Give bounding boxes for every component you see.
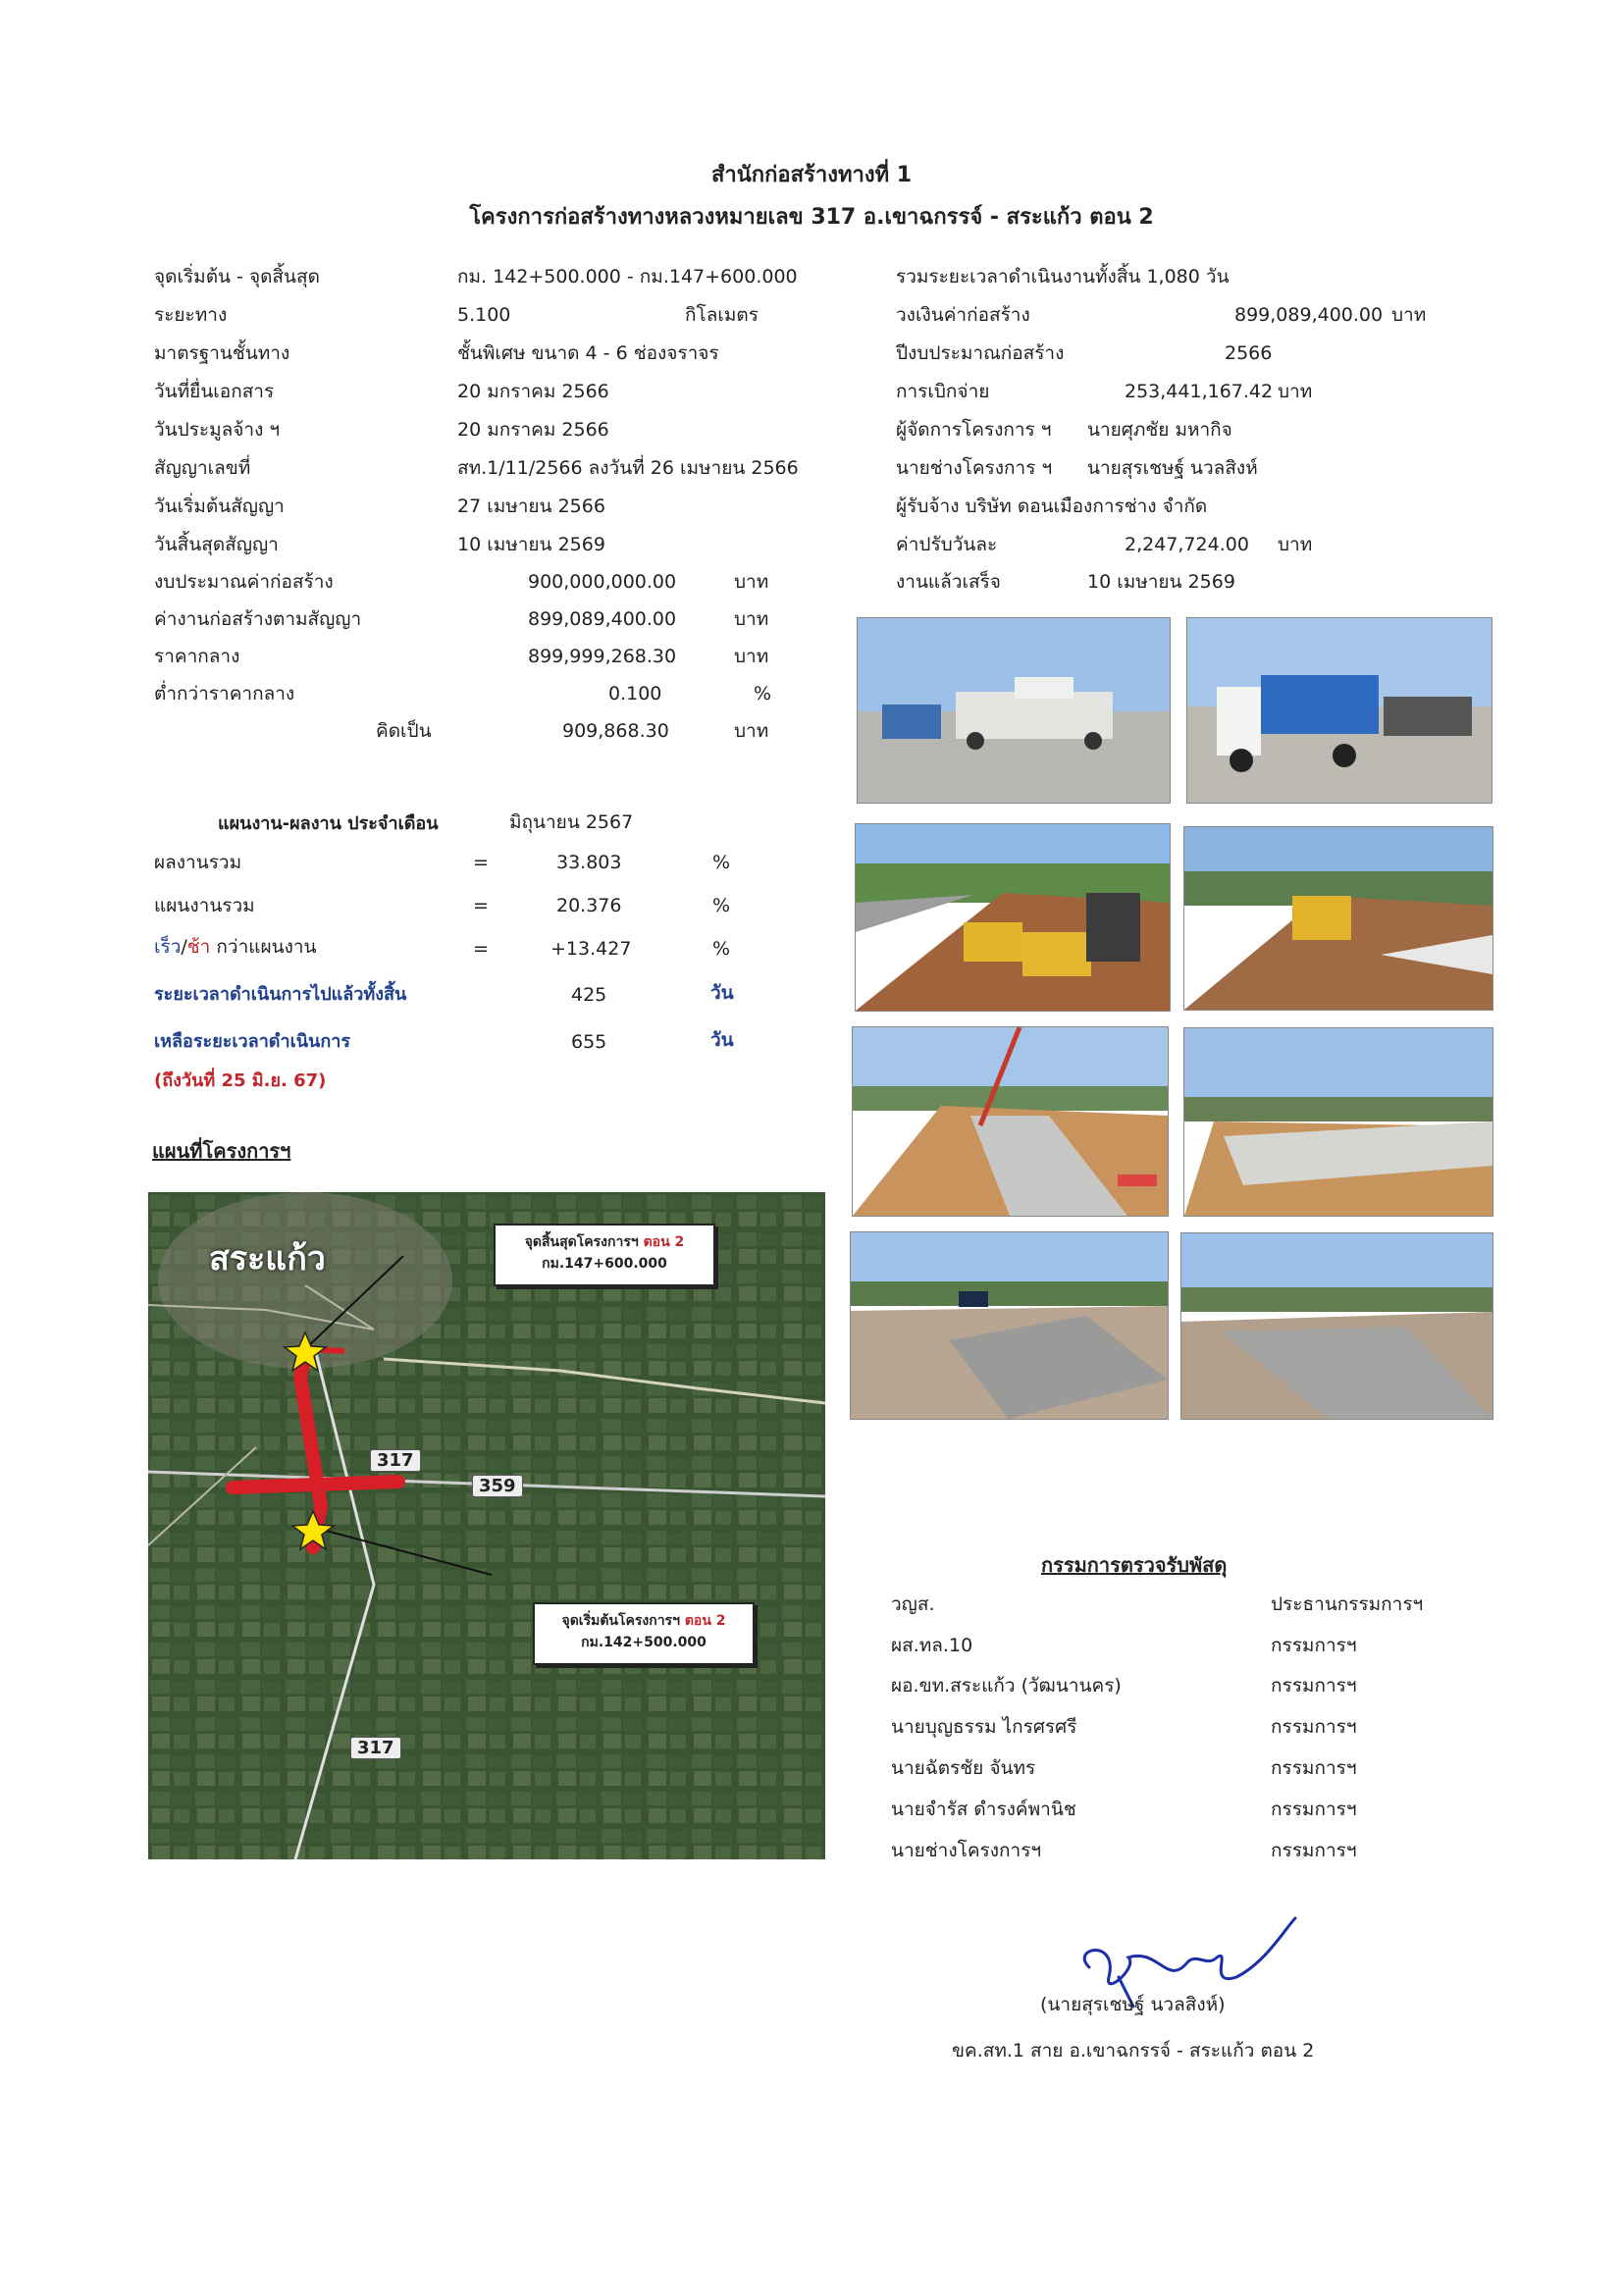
construction-photo [852, 1026, 1169, 1217]
progress-unit: % [712, 852, 731, 873]
remaining-label: เหลือระยะเวลาดำเนินการ [154, 1031, 351, 1052]
committee-member-name: วญส. [891, 1593, 935, 1615]
budget-label: คิดเป็น [376, 720, 432, 742]
construction-photo [1183, 1027, 1493, 1217]
info-value: 20 มกราคม 2566 [457, 419, 609, 441]
info-label: วันที่ยื่นเอกสาร [154, 381, 275, 402]
construction-photo [857, 617, 1171, 804]
budget-unit: บาท [734, 608, 769, 630]
budget-label: งบประมาณค่าก่อสร้าง [154, 571, 334, 593]
budget-value: 909,868.30 [562, 720, 669, 742]
progress-value: 33.803 [556, 852, 622, 873]
elapsed-unit: วัน [710, 982, 734, 1004]
progress-eq: = [473, 938, 489, 960]
start-point-callout [533, 1602, 755, 1665]
signature-position: ขค.สท.1 สาย อ.เขาฉกรรจ์ - สระแก้ว ตอน 2 [952, 2040, 1315, 2061]
route-359-shield: 359 [472, 1475, 523, 1497]
end-point-callout [494, 1224, 715, 1286]
progress-label: ผลงานรวม [154, 852, 242, 873]
info-unit: บาท [1391, 304, 1427, 326]
progress-eq: = [473, 852, 489, 873]
progress-value: +13.427 [550, 938, 632, 960]
elapsed-value: 425 [571, 984, 607, 1006]
committee-member-role: กรรมการฯ [1271, 1757, 1357, 1779]
info-value: 10 เมษายน 2569 [1087, 571, 1235, 593]
info-label: วันสิ้นสุดสัญญา [154, 534, 279, 555]
info-value: กม. 142+500.000 - กม.147+600.000 [457, 266, 798, 287]
route-317-shield-south: 317 [350, 1737, 401, 1759]
progress-month: มิถุนายน 2567 [509, 811, 634, 833]
info-label: ปีงบประมาณก่อสร้าง [896, 342, 1065, 364]
budget-label: ต่ำกว่าราคากลาง [154, 683, 295, 704]
info-label: มาตรฐานชั้นทาง [154, 342, 290, 364]
committee-member-name: นายฉัตรชัย จันทร [891, 1757, 1036, 1779]
committee-member-role: กรรมการฯ [1271, 1635, 1357, 1656]
committee-member-name: นายบุญธรรม ไกรศรศรี [891, 1716, 1077, 1738]
info-label: ผู้จัดการโครงการ ฯ [896, 419, 1052, 441]
committee-member-role: กรรมการฯ [1271, 1716, 1357, 1738]
remaining-value: 655 [571, 1031, 607, 1053]
elapsed-label: ระยะเวลาดำเนินการไปแล้วทั้งสิ้น [154, 984, 407, 1005]
pace-rest-label: กว่าแผนงาน [210, 936, 317, 958]
fast-label: เร็ว [154, 936, 182, 958]
construction-photo [1186, 617, 1492, 804]
budget-label: ค่างานก่อสร้างตามสัญญา [154, 608, 362, 630]
progress-unit: % [712, 938, 731, 960]
construction-photo [850, 1231, 1169, 1420]
pace-separator: / [181, 936, 187, 958]
office-title: สำนักก่อสร้างทางที่ 1 [710, 163, 913, 187]
signature-name: (นายสุรเชษฐ์ นวลสิงห์) [1040, 1994, 1226, 2015]
start-point-section: ตอน 2 [684, 1613, 726, 1629]
info-label: สัญญาเลขที่ [154, 457, 251, 479]
route-317-shield-north: 317 [370, 1449, 421, 1472]
construction-photo [855, 823, 1171, 1012]
slow-label: ช้า [186, 936, 211, 958]
budget-unit: % [754, 683, 772, 704]
start-point-title [535, 1610, 753, 1632]
progress-value: 20.376 [556, 895, 622, 916]
info-value: นายสุรเชษฐ์ นวลสิงห์ [1087, 457, 1258, 479]
info-value: 899,089,400.00 [1234, 304, 1384, 326]
info-label: ระยะทาง [154, 304, 228, 326]
project-title: โครงการก่อสร้างทางหลวงหมายเลข 317 อ.เขาฉกรรจ์ - สระแก้ว ตอน 2 [469, 205, 1154, 230]
budget-label: ราคากลาง [154, 646, 240, 667]
project-map [148, 1192, 825, 1859]
budget-unit: บาท [734, 571, 769, 593]
end-point-title [496, 1231, 713, 1253]
start-point-title-text: จุดเริ่มต้นโครงการฯ [561, 1613, 685, 1629]
progress-label: แผนงานรวม [154, 895, 255, 916]
info-unit: กิโลเมตร [685, 304, 759, 326]
info-label: วงเงินค่าก่อสร้าง [896, 304, 1030, 326]
info-value: สท.1/11/2566 ลงวันที่ 26 เมษายน 2566 [457, 457, 799, 479]
info-unit: บาท [1278, 381, 1313, 402]
info-label: รวมระยะเวลาดำเนินงานทั้งสิ้น 1,080 วัน [896, 266, 1230, 287]
start-point-km: กม.142+500.000 [581, 1635, 707, 1650]
info-value: 2,247,724.00 [1125, 534, 1249, 555]
committee-member-role: กรรมการฯ [1271, 1675, 1357, 1696]
info-value: 253,441,167.42 [1125, 381, 1274, 402]
committee-heading: กรรมการตรวจรับพัสดุ [1041, 1553, 1228, 1577]
progress-heading: แผนงาน-ผลงาน ประจำเดือน [218, 813, 439, 834]
info-label: วันเริ่มต้นสัญญา [154, 496, 285, 517]
end-point-km: กม.147+600.000 [542, 1256, 667, 1272]
info-unit: บาท [1278, 534, 1313, 555]
info-value: นายศุภชัย มหากิจ [1087, 419, 1232, 441]
end-point-title-text: จุดสิ้นสุดโครงการฯ [524, 1234, 644, 1250]
committee-member-name: ผส.ทล.10 [891, 1635, 973, 1656]
budget-value: 899,089,400.00 [528, 608, 677, 630]
committee-member-role: ประธานกรรมการฯ [1271, 1593, 1424, 1615]
info-label: วันประมูลจ้าง ฯ [154, 419, 281, 441]
progress-unit: % [712, 895, 731, 916]
progress-label-pace [154, 935, 317, 959]
info-value: 20 มกราคม 2566 [457, 381, 609, 402]
committee-member-role: กรรมการฯ [1271, 1799, 1357, 1820]
info-label: ค่าปรับวันละ [896, 534, 998, 555]
end-point-section: ตอน 2 [643, 1234, 685, 1250]
info-value: 10 เมษายน 2569 [457, 534, 605, 555]
budget-value: 900,000,000.00 [528, 571, 677, 593]
construction-photo [1183, 826, 1493, 1011]
committee-member-name: นายช่างโครงการฯ [891, 1840, 1042, 1861]
remaining-unit: วัน [710, 1029, 734, 1051]
committee-member-name: นายจำรัส ดำรงค์พานิช [891, 1799, 1076, 1820]
info-label: จุดเริ่มต้น - จุดสิ้นสุด [154, 266, 320, 287]
info-label: นายช่างโครงการ ฯ [896, 457, 1053, 479]
budget-value: 899,999,268.30 [528, 646, 677, 667]
satellite-map-image [148, 1192, 825, 1859]
info-label: งานแล้วเสร็จ [896, 571, 1001, 593]
budget-unit: บาท [734, 720, 769, 742]
as-of-date: (ถึงวันที่ 25 มิ.ย. 67) [154, 1070, 327, 1091]
map-heading: แผนที่โครงการฯ [152, 1139, 291, 1163]
budget-unit: บาท [734, 646, 769, 667]
info-label: ผู้รับจ้าง บริษัท ดอนเมืองการช่าง จำกัด [896, 496, 1208, 517]
progress-eq: = [473, 895, 489, 916]
construction-photo [1180, 1232, 1493, 1420]
info-value: 5.100 [457, 304, 511, 326]
info-value: 2566 [1225, 342, 1273, 364]
info-value: 27 เมษายน 2566 [457, 496, 605, 517]
info-label: การเบิกจ่าย [896, 381, 990, 402]
map-city-label: สระแก้ว [209, 1239, 326, 1278]
committee-member-role: กรรมการฯ [1271, 1840, 1357, 1861]
info-value: ชั้นพิเศษ ขนาด 4 - 6 ช่องจราจร [457, 342, 719, 364]
budget-value: 0.100 [608, 683, 662, 704]
committee-member-name: ผอ.ขท.สระแก้ว (วัฒนานคร) [891, 1675, 1122, 1696]
